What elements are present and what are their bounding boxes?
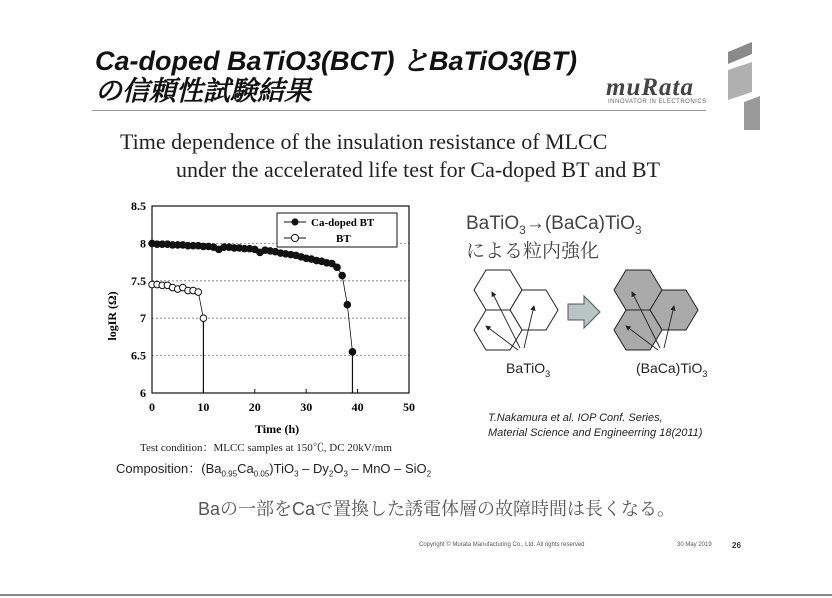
y-tick-label: 6 <box>140 386 146 400</box>
y-tick-label: 6.5 <box>131 348 146 363</box>
figure-heading-line-1: BaTiO$_3$→(BaCa)TiO$_3$ <box>466 213 642 237</box>
chart-legend <box>277 213 397 247</box>
x-tick-label: 50 <box>403 400 415 414</box>
subtitle-line-1: Time dependence of the insulation resistance of MLCC <box>120 129 608 154</box>
y-tick-label: 8 <box>140 236 146 251</box>
chart-series <box>149 240 356 393</box>
y-tick-label: 7.5 <box>131 273 146 288</box>
slide-date: 30 May 2019 <box>677 542 712 548</box>
y-tick-label: 8.5 <box>131 199 146 213</box>
copyright: Copyright © Murata Manufacturing Co., Ltd. All rights reserved <box>419 542 585 548</box>
legend-marker-filled <box>291 218 298 225</box>
brand-shape-icon <box>722 40 762 132</box>
conclusion-text: Baの一部をCaで置換した誘電体層の故障時間は長くなる。 <box>198 499 676 519</box>
logo-tagline: INNOVATOR IN ELECTRONICS <box>608 99 707 105</box>
x-axis-label: Time (h) <box>255 422 300 436</box>
murata-logo: muRata <box>606 74 694 101</box>
title-divider <box>92 110 706 111</box>
page-title <box>95 46 615 106</box>
test-condition: Test condition：MLCC samples at 150℃, DC 20kV/mm <box>140 442 392 454</box>
citation <box>488 411 788 441</box>
x-tick-label: 20 <box>248 400 261 414</box>
x-tick-label: 10 <box>197 400 210 414</box>
citation-line-2: Material Science and Engineerring 18(2011) <box>488 427 703 439</box>
y-axis-label: logIR (Ω) <box>105 291 119 341</box>
data-point-ca-doped-bt <box>334 264 341 271</box>
plain-grains <box>474 270 558 350</box>
citation-line-1: T.Nakamura et al. IOP Conf. Series, <box>488 412 663 424</box>
figure-heading <box>466 213 642 263</box>
x-tick-label: 0 <box>149 400 155 414</box>
legend-marker-open <box>291 234 298 241</box>
data-point-ca-doped-bt <box>339 272 346 279</box>
y-tick-label: 7 <box>140 311 146 326</box>
subtitle-line-2: under the accelerated life test for Ca-doped BT and BT <box>176 157 661 182</box>
data-point-ca-doped-bt <box>349 349 356 356</box>
data-point-ca-doped-bt <box>344 301 351 308</box>
page-number: 26 <box>732 541 741 550</box>
x-tick-label: 40 <box>351 400 364 414</box>
legend-label-bt: BT <box>336 233 351 245</box>
insulation-resistance-chart <box>100 196 430 440</box>
data-point-bt <box>200 315 207 322</box>
bottom-divider <box>0 594 832 596</box>
title-line-2: の信頼性試験結果 <box>95 76 311 106</box>
label-batio3: BaTiO$_3$ <box>506 360 551 379</box>
title-line-1: Ca-doped BaTiO3(BCT) とBaTiO3(BT) <box>95 46 578 76</box>
transform-arrow-icon <box>568 296 600 328</box>
doped-grains <box>614 270 698 350</box>
data-point-bt <box>195 289 202 296</box>
composition-formula: Composition：$(Ba_{0.95}Ca_{0.05})TiO_3 - Dy_2O_3$ – MnO – SiO$_2$ <box>116 461 432 479</box>
chart-subtitle <box>120 128 720 184</box>
label-bacatio3: (BaCa)TiO$_3$ <box>636 360 708 379</box>
legend-label-ca-doped-bt: Ca-doped BT <box>311 217 375 229</box>
figure-heading-line-2: による粒内強化 <box>466 240 600 262</box>
chart-grid <box>152 243 409 355</box>
x-tick-label: 30 <box>300 400 313 414</box>
